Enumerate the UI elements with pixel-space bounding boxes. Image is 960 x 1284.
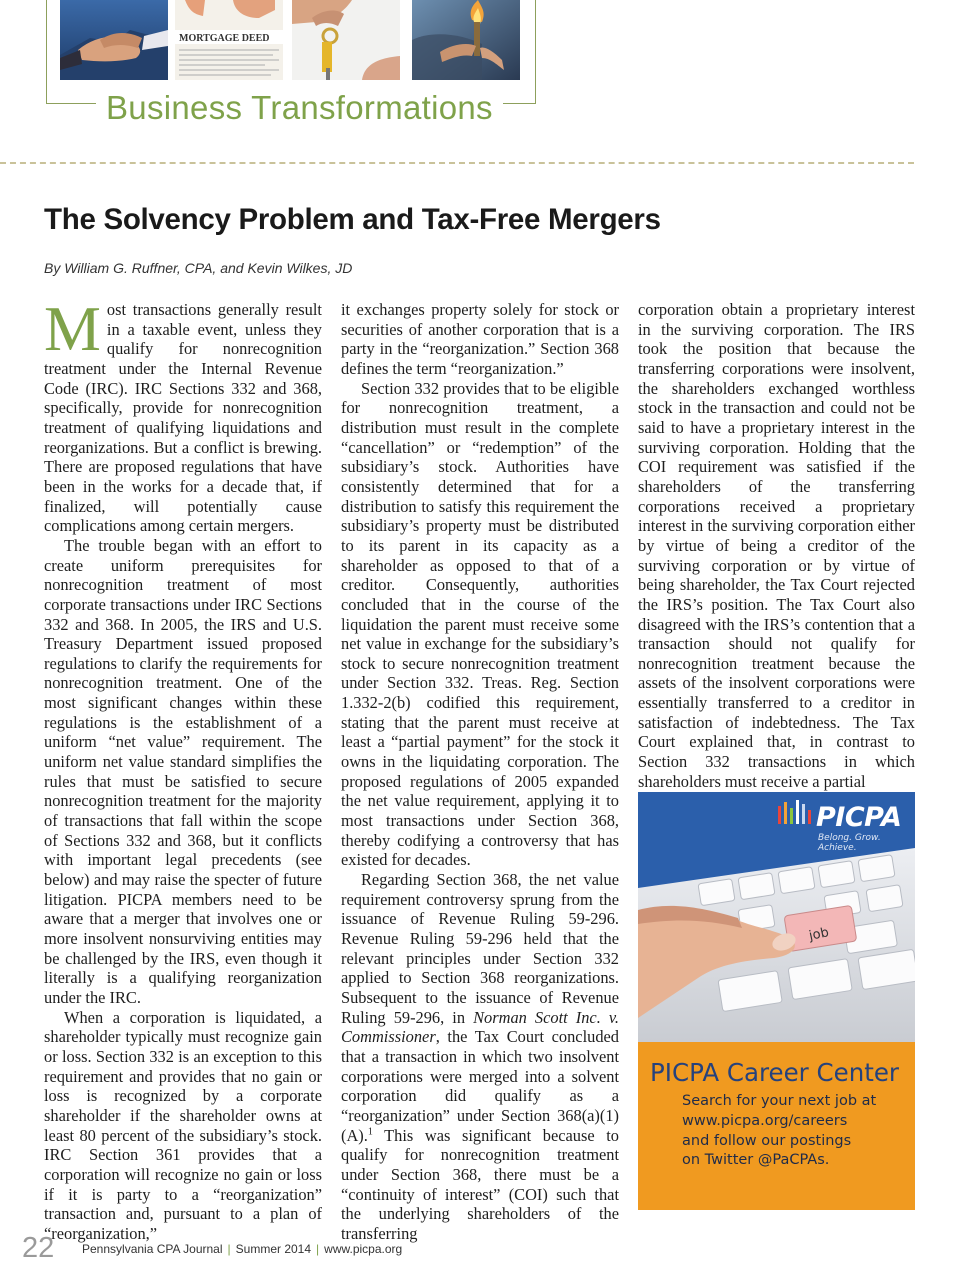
paragraph: When a corporation is liquidated, a shareholder typically must recognize gain or loss. Section 332 is an exception to this requirement and provides that no gain or loss is recognized by a corporate shareholder if the shareholder owns at least 80 percent of the subsidiary’s stock. IRC Section 361 provides that a corporation will recognize no gain or loss if it is party to a “reorganization” transaction and, pursuant to a plan of “reorganization,” <box>44 1007 322 1243</box>
byline: By William G. Ruffner, CPA, and Kevin Wilkes, JD <box>44 260 353 276</box>
dashed-divider <box>0 162 914 164</box>
handshake-photo <box>60 0 168 80</box>
section-label: Business Transformations <box>96 88 503 128</box>
keys-in-hand-photo <box>292 0 400 80</box>
paragraph-text: ost transactions generally result in a taxable event, unless they qualify for nonrecognition treatment under the Internal Revenue Code (IRC). IRC Sections 332 and 368, specifically, provide for nonrecognition treatment of qualifying liquidations and reorganizations. But a conflict is brewing. There are proposed regulations that have been in the works for a decade that, if finalized, will potentially cause complications among certain mergers. <box>44 300 322 536</box>
ad-keyboard-photo <box>638 792 915 1042</box>
footer-text <box>82 1242 402 1256</box>
paragraph: The trouble began with an effort to create uniform prerequisites for nonrecognition treatment of most corporate transactions under IRC Sections 332 and 368. In 2005, the IRS and U.S. Treasury Department issued proposed regulations to clarify the requirements for nonrecognition treatment. One of the most significant changes within these regulations is the establishment of a uniform “net value” requirement. The uniform net value standard simplifies the rules that must be satisfied to secure nonrecognition treatment for the majority of transactions that fall within the scope of Sections 332 and 368, but it conflicts with important legal precedents (see below) and may raise the specter of future litigation. PICPA members need to be aware that a merger that involves one or more insolvent nonsurviving entities may be challenged by the IRS, even though it literally is a qualifying reorganization under the IRC. <box>44 535 322 1007</box>
paragraph: Section 332 provides that to be eligible for nonrecognition treatment, a distribution must result in the complete “cancellation” or “redemption” of the subsidiary’s stock. Authorities have consistently determined that for a distribution to satisfy this requirement the subsidiary’s property must be distributed to its parent in its capacity as a shareholder as opposed to that of a creditor. Consequently, authorities concluded that in the course of the liquidation the parent must receive some net value in exchange for the subsidiary’s stock to secure nonrecognition treatment under Section 332. Treas. Reg. Section 1.332-2(b) codified this requirement, stating that the parent must receive at least a “partial payment” for the stock it owns in the liquidating corporation. The proposed regulations of 2005 expanded the net value requirement, applying it to most transactions under Section 368, thereby codifying a controversy that has existed for decades. <box>341 378 619 870</box>
footer-separator: | <box>227 1242 231 1256</box>
paragraph <box>341 870 619 1243</box>
picpa-tagline: Belong. Grow. Achieve. <box>818 833 881 853</box>
page-number: 22 <box>22 1232 55 1264</box>
paragraph <box>44 293 322 536</box>
ad-text-panel <box>638 1042 915 1210</box>
drop-cap: M <box>44 293 101 364</box>
page-footer <box>22 1232 622 1266</box>
journal-name: Pennsylvania CPA Journal <box>82 1242 223 1256</box>
footer-separator: | <box>316 1242 320 1256</box>
paragraph-text: , the Tax Court concluded that a transaction in which two insolvent corporations were merged into a solvent corporation did qualify as a “reorganization” under Section 368(a)(1)(A). <box>341 1027 619 1145</box>
picpa-career-ad[interactable] <box>638 792 915 1210</box>
footnote-marker[interactable]: 1 <box>367 1126 373 1138</box>
ad-twitter-link[interactable]: on Twitter @PaCPAs. <box>682 1152 830 1169</box>
picpa-logo: PICPA <box>816 802 902 833</box>
paragraph-text: This was significant because to qualify for nonrecognition treatment under Section 368, there must be a “continuity of interest” (COI) such that the underlying shareholders of the transferring <box>341 1125 619 1243</box>
ad-line: and follow our postings <box>682 1132 852 1149</box>
torch-passing-photo <box>412 0 520 80</box>
ad-body <box>682 1092 876 1171</box>
ad-line: Search for your next job at <box>682 1093 877 1109</box>
mortgage-deed-photo <box>175 0 283 80</box>
article-column-1 <box>44 293 322 1244</box>
article-column-3 <box>638 300 915 791</box>
paragraph: corporation obtain a proprietary interest in the surviving corporation. The IRS took the position that because the transferring corporations were insolvent, the shareholders exchanged worthless stock in the transaction and could not be said to have a proprietary interest in the surviving corporation. Holding that the COI requirement was satisfied if the shareholders of the transferring corporations received a proprietary interest in the surviving corporation either by virtue of being a creditor of the surviving corporation or by virtue of being shareholder, the Tax Court rejected the IRS’s position. The Tax Court also disagreed with the IRS’s contention that a transaction should not qualify for nonrecognition treatment because the assets of the insolvent corporations were essentially transferred to a creditor in satisfaction of indebtedness. The Tax Court explained that, in contrast to Section 332 transactions in which shareholders must receive a partial <box>638 300 915 791</box>
deed-heading: MORTGAGE DEED <box>179 33 270 44</box>
case-citation: Norman Scott Inc. v. Commissioner <box>341 1007 620 1047</box>
ad-url-link[interactable]: www.picpa.org/careers <box>682 1112 848 1129</box>
issue-date: Summer 2014 <box>235 1242 312 1256</box>
article-title: The Solvency Problem and Tax-Free Mergers <box>44 203 661 236</box>
article-column-2 <box>341 300 619 1244</box>
svg-text:job: job <box>807 925 831 944</box>
paragraph: it exchanges property solely for stock or securities of another corporation that is a party in the “reorganization.” Section 368 defines the term “reorganization.” <box>341 300 619 378</box>
footer-url-link[interactable]: www.picpa.org <box>324 1242 403 1256</box>
paragraph-text: Regarding Section 368, the net value requirement controversy sprung from the issuance of Revenue Ruling 59-296. Revenue Ruling 59-296 held that the relevant principles under Section 332 applied to Section 368 reorganizations. Subsequent to the issuance of Revenue Ruling 59-296, in <box>341 870 619 1027</box>
ad-title: PICPA Career Center <box>650 1058 899 1087</box>
